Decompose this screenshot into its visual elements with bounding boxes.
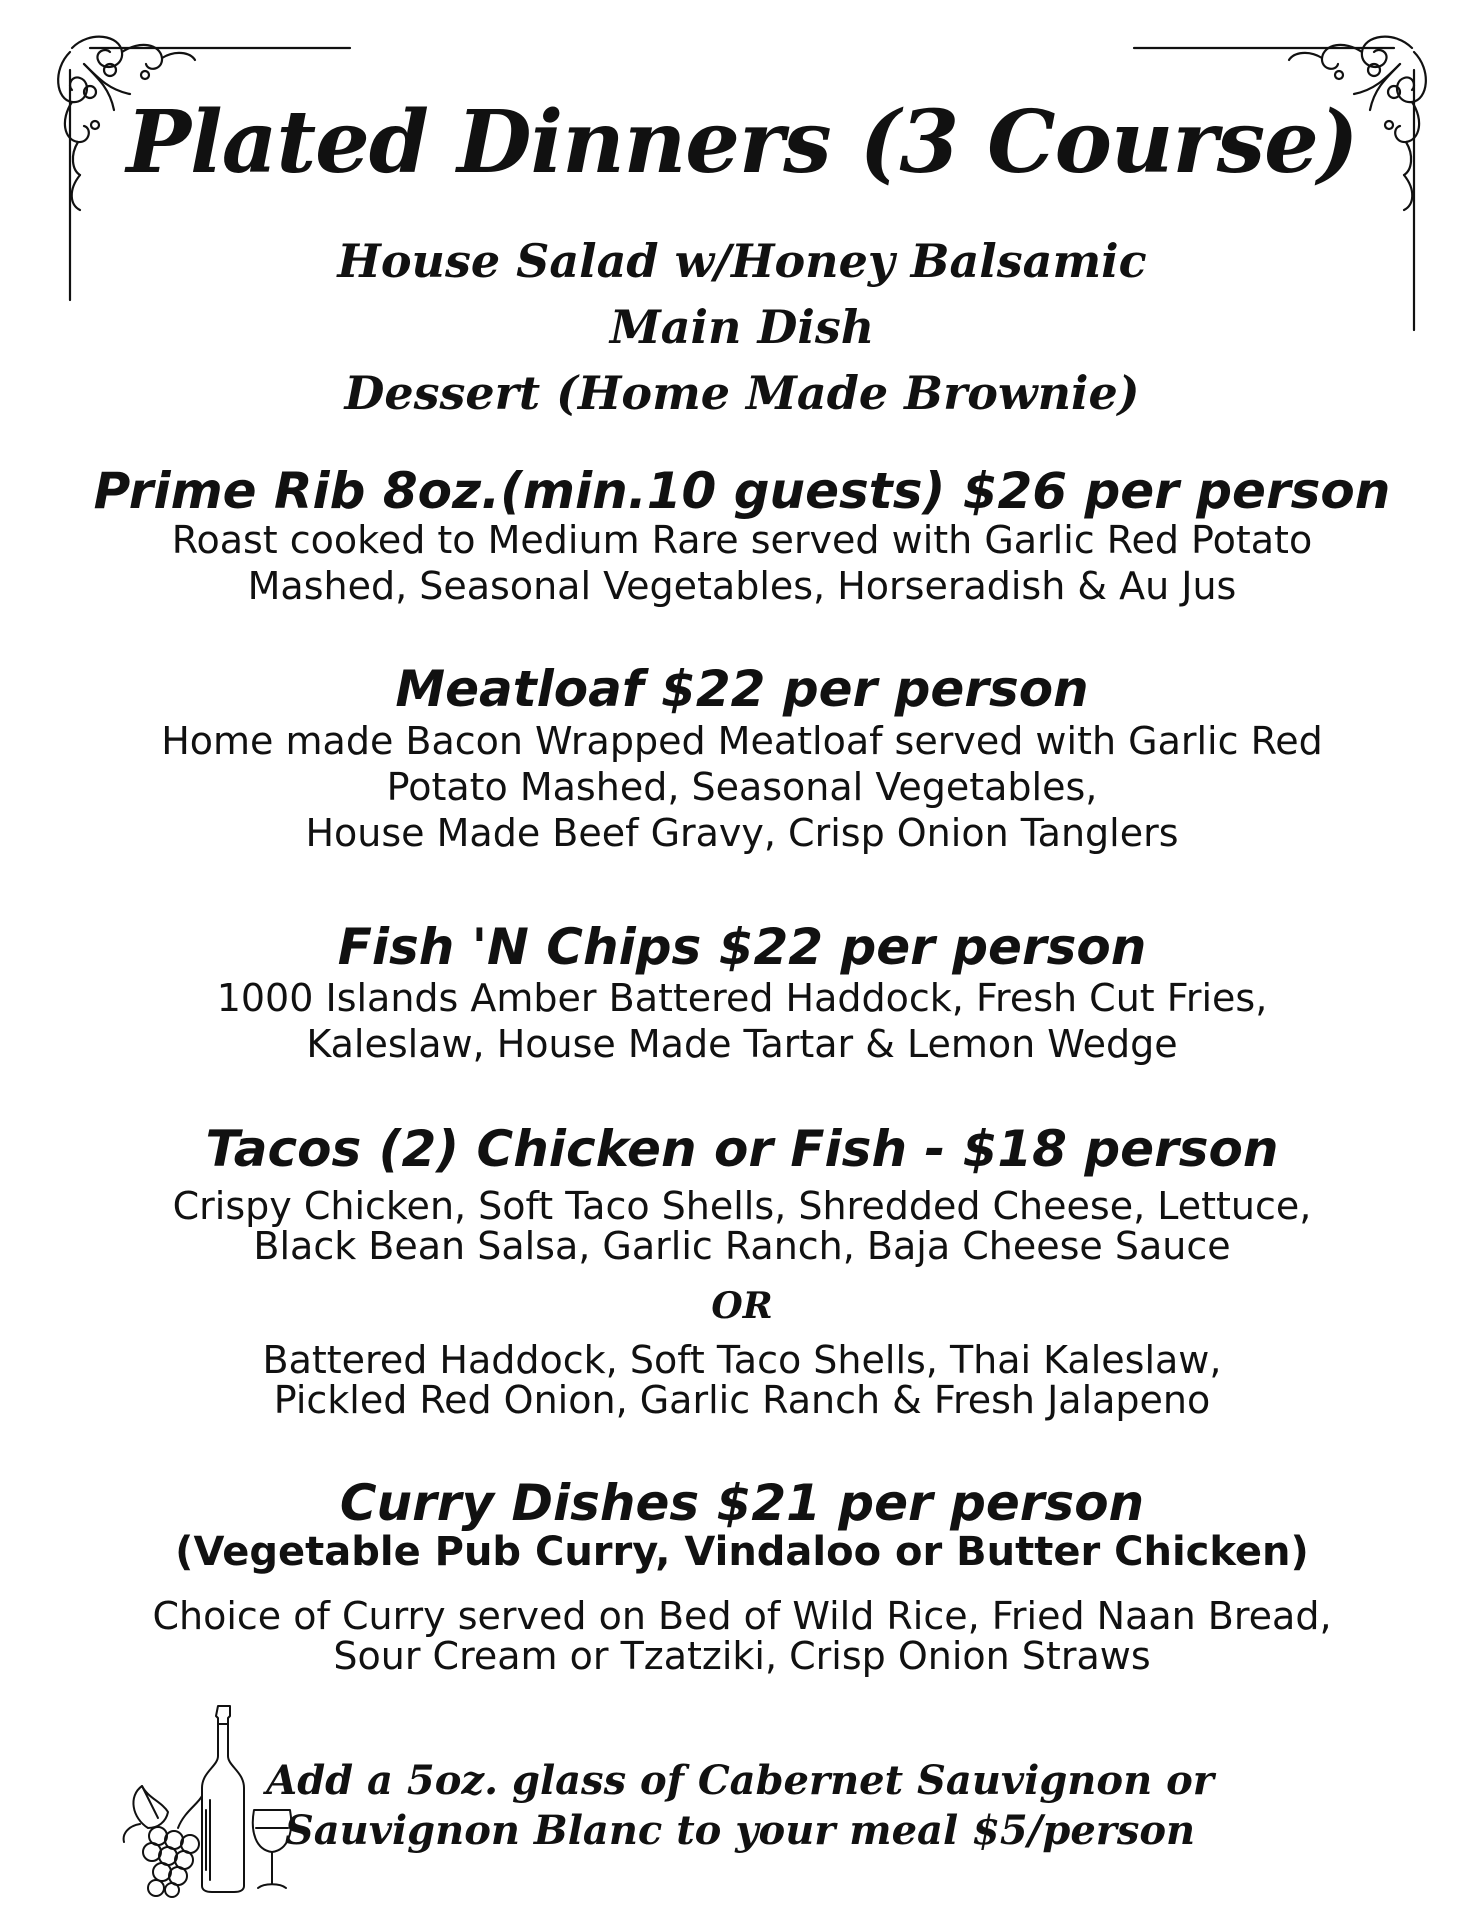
description-line: Pickled Red Onion, Garlic Ranch & Fresh Jalapeno [273, 1378, 1211, 1422]
dish-description-meatloaf [0, 718, 1484, 856]
description-line: Battered Haddock, Soft Taco Shells, Thai Kaleslaw, [262, 1338, 1222, 1382]
dish-title-fish-n-chips: Fish 'N Chips $22 per person [337, 918, 1147, 976]
description-line: Mashed, Seasonal Vegetables, Horseradish & Au Jus [247, 564, 1237, 608]
dish-description-prime-rib [0, 517, 1484, 609]
dish-title-prime-rib: Prime Rib 8oz.(min.10 guests) $26 per person [93, 462, 1391, 520]
dish-description-curry [0, 1596, 1484, 1676]
description-line: Roast cooked to Medium Rare served with Garlic Red Potato [171, 518, 1313, 562]
dish-title-curry: Curry Dishes $21 per person [339, 1474, 1145, 1532]
description-line: Kaleslaw, House Made Tartar & Lemon Wedge [306, 1022, 1178, 1066]
description-line: House Made Beef Gravy, Crisp Onion Tanglers [305, 811, 1179, 855]
description-line: Choice of Curry served on Bed of Wild Rice, Fried Naan Bread, [152, 1594, 1332, 1638]
wine-note-line: Sauvignon Blanc to your meal $5/person [284, 1807, 1196, 1854]
dish-description-tacos-fish [0, 1340, 1484, 1420]
description-line: Crispy Chicken, Soft Taco Shells, Shredded Cheese, Lettuce, [172, 1184, 1312, 1228]
description-line: 1000 Islands Amber Battered Haddock, Fresh Cut Fries, [216, 976, 1268, 1020]
dish-description-tacos-chicken [0, 1186, 1484, 1266]
wine-add-on-note [180, 1756, 1300, 1856]
description-line: Black Bean Salsa, Garlic Ranch, Baja Cheese Sauce [253, 1224, 1231, 1268]
course-list [0, 228, 1484, 426]
wine-note-line: Add a 5oz. glass of Cabernet Sauvignon or [266, 1757, 1214, 1804]
dish-description-fish-n-chips [0, 975, 1484, 1067]
description-line: Potato Mashed, Seasonal Vegetables, [386, 765, 1098, 809]
course-item: Dessert (Home Made Brownie) [344, 366, 1140, 420]
or-separator: OR [711, 1285, 773, 1327]
page-title: Plated Dinners (3 Course) [126, 92, 1358, 193]
dish-title-meatloaf: Meatloaf $22 per person [395, 660, 1089, 718]
dish-title-tacos: Tacos (2) Chicken or Fish - $18 person [205, 1120, 1279, 1178]
description-line: Home made Bacon Wrapped Meatloaf served with Garlic Red [161, 719, 1323, 763]
course-item: Main Dish [609, 300, 875, 354]
dish-subtitle-curry: (Vegetable Pub Curry, Vindaloo or Butter Chicken) [175, 1529, 1309, 1575]
description-line: Sour Cream or Tzatziki, Crisp Onion Straws [333, 1634, 1151, 1678]
course-item: House Salad w/Honey Balsamic [337, 234, 1147, 288]
